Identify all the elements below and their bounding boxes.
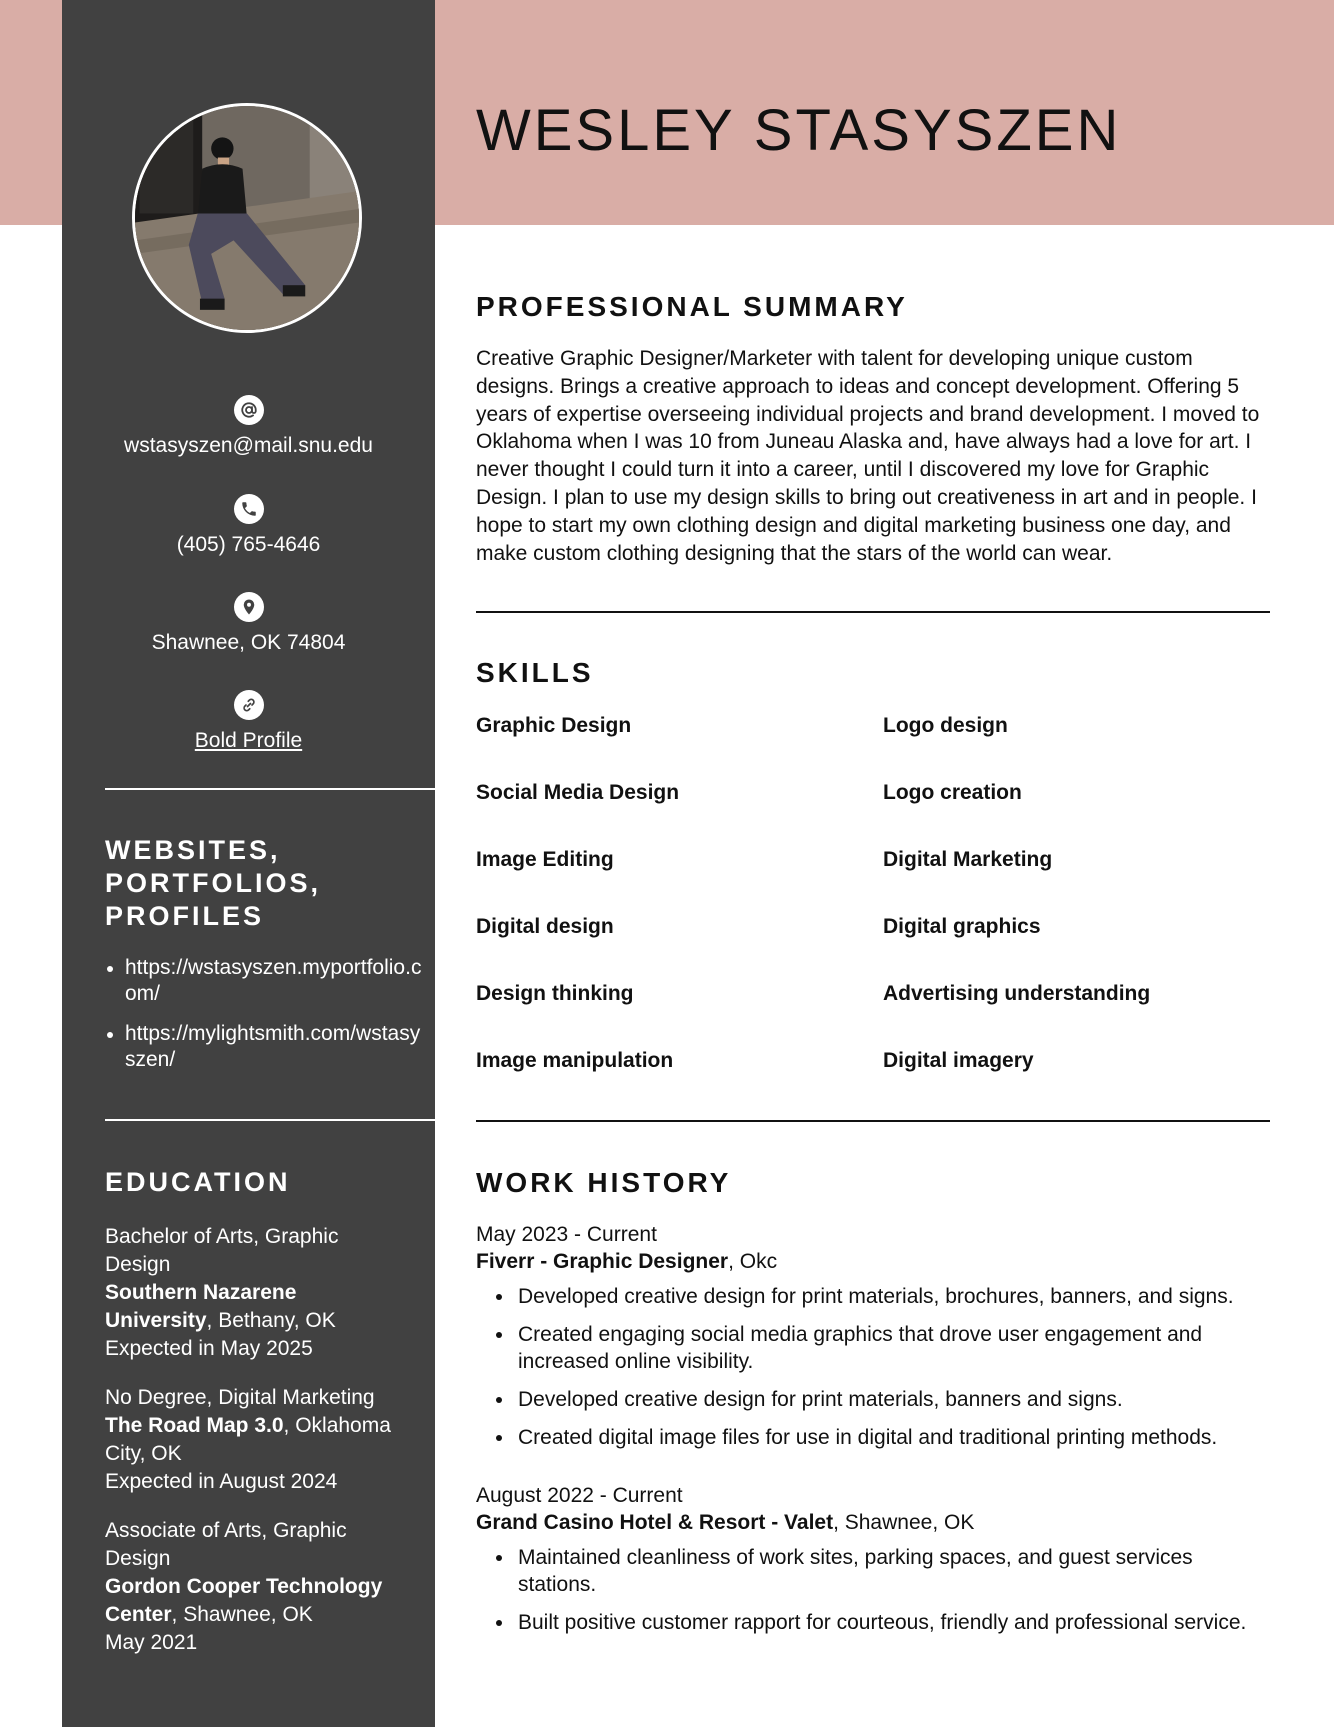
skill-item: Logo design [883,714,1008,737]
education-school: The Road Map 3.0 [105,1414,284,1437]
job-bullet: Developed creative design for print materials, banners and signs. [518,1386,1276,1413]
job-dates: August 2022 - Current [476,1484,683,1507]
education-degree: No Degree, Digital Marketing [105,1386,375,1409]
job-location: , Okc [728,1250,778,1273]
job-bullet: Developed creative design for print materials, brochures, banners, and signs. [518,1283,1276,1310]
phone-text: (405) 765-4646 [176,533,321,556]
education-degree: Associate of Arts, Graphic Design [105,1519,347,1570]
contact-phone [62,494,435,558]
skill-item: Social Media Design [476,781,680,804]
skills-heading: SKILLS [476,657,594,688]
skill-item: Image manipulation [476,1049,674,1072]
job-employer-line [476,1509,1276,1536]
job-entry [476,1482,1276,1647]
education-school: Southern Nazarene University [105,1281,297,1332]
sidebar [62,0,435,1727]
job-employer: Grand Casino Hotel & Resort - Valet [476,1511,834,1534]
job-dates: May 2023 - Current [476,1223,657,1246]
summary-heading: PROFESSIONAL SUMMARY [476,291,908,322]
contact-location [62,592,435,656]
section-divider [476,611,1270,613]
job-bullet: Maintained cleanliness of work sites, parking spaces, and guest services stations. [518,1544,1276,1598]
sidebar-divider [105,1119,435,1121]
websites-list [105,955,425,1087]
skill-item: Advertising understanding [883,982,1151,1005]
education-entry [105,1384,395,1496]
websites-heading: WEBSITES, PORTFOLIOS, PROFILES [105,835,322,931]
job-bullet: Built positive customer rapport for courteous, friendly and professional service. [518,1609,1276,1636]
summary-text: Creative Graphic Designer/Marketer with talent for developing unique custom designs. Brings a creative approach to ideas and concept development. Offering 5 years of expertise overseeing individual projects and brand development. I moved to Oklahoma when I was 10 from Juneau Alaska and, have always had a love for art. I never thought I could turn it into a career, until I discovered my love for Graphic Design. I plan to use my design skills to bring out creativeness in art and in people. I hope to start my own clothing design and digital marketing business one day, and make custom clothing designing that the stars of the world can wear. [476,347,1260,565]
education-entry [105,1517,395,1657]
skill-item: Digital graphics [883,915,1041,938]
email-text[interactable]: wstasyszen@mail.snu.edu [124,434,373,457]
skills-grid [476,712,1270,1074]
education-school: Gordon Cooper Technology Center [105,1575,383,1626]
skill-item: Digital Marketing [883,848,1053,871]
sidebar-divider [105,788,435,790]
job-location: , Shawnee, OK [833,1511,975,1534]
contact-profile [62,690,435,754]
education-date: Expected in May 2025 [105,1337,313,1360]
skill-item: Design thinking [476,982,634,1005]
job-employer: Fiverr - Graphic Designer [476,1250,729,1273]
skill-item: Digital design [476,915,614,938]
location-pin-icon [234,592,264,622]
skill-item: Digital imagery [883,1049,1034,1072]
phone-icon [234,494,264,524]
job-bullets [476,1544,1276,1636]
job-employer-line [476,1248,1276,1275]
website-link[interactable]: https://wstasyszen.myportfolio.com/ [125,955,425,1007]
education-degree: Bachelor of Arts, Graphic Design [105,1225,339,1276]
job-bullet: Created digital image files for use in digital and traditional printing methods. [518,1424,1276,1451]
education-location: , Bethany, OK [206,1309,336,1332]
skill-item: Graphic Design [476,714,632,737]
skill-item: Logo creation [883,781,1022,804]
link-icon [234,690,264,720]
education-date: May 2021 [105,1631,198,1654]
website-link[interactable]: https://mylightsmith.com/wstasyszen/ [125,1021,425,1073]
education-entry [105,1223,395,1363]
education-location: , Oklahoma City, OK [105,1414,391,1465]
location-text: Shawnee, OK 74804 [151,631,346,654]
skill-item: Image Editing [476,848,614,871]
job-bullets [476,1283,1276,1451]
education-date: Expected in August 2024 [105,1470,338,1493]
work-history-heading: WORK HISTORY [476,1167,732,1198]
section-divider [476,1120,1270,1122]
contact-email [62,395,435,459]
at-icon [234,395,264,425]
candidate-name: WESLEY STASYSZEN [476,98,1122,163]
education-location: , Shawnee, OK [171,1603,313,1626]
profile-link[interactable]: Bold Profile [194,729,303,752]
job-bullet: Created engaging social media graphics that drove user engagement and increased online visibility. [518,1321,1276,1375]
profile-photo [132,103,362,333]
job-entry [476,1221,1276,1462]
education-heading: EDUCATION [105,1167,291,1197]
